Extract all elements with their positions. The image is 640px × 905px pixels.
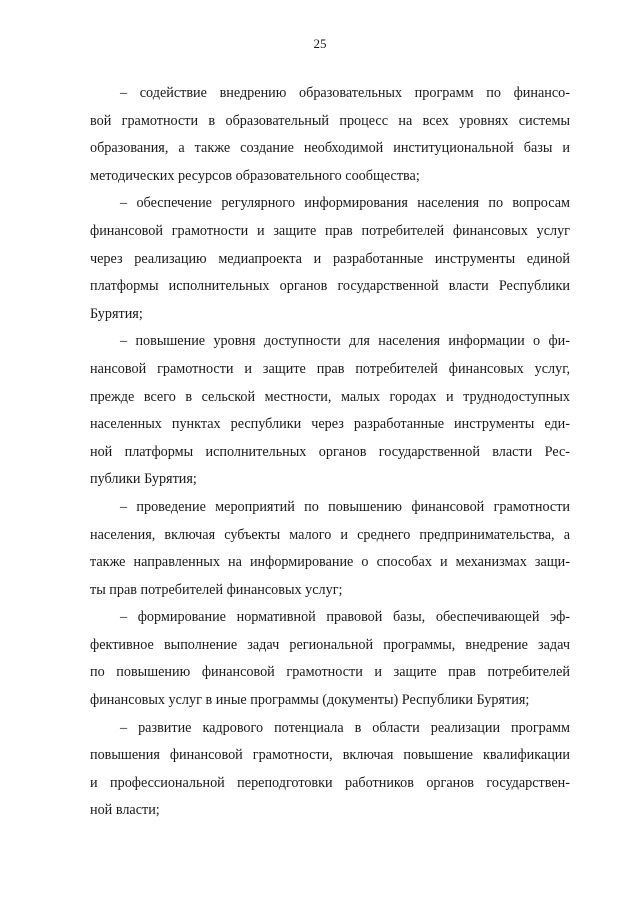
page-number: 25 [313, 36, 327, 51]
text-line: населенных пунктах республики через разработанные инструменты еди- [90, 416, 570, 433]
text-line: ной власти; [90, 802, 160, 819]
text-line: по повышению финансовой грамотности и защите прав потребителей [90, 664, 570, 681]
text-line: населения, включая субъекты малого и среднего предпринимательства, а [90, 526, 570, 543]
text-line: повышения финансовой грамотности, включая повышение квалификации [90, 747, 570, 764]
text-line: – содействие внедрению образовательных программ по финансо- [120, 85, 570, 101]
document-body [90, 80, 570, 825]
text-line: финансовой грамотности и защите прав потребителей финансовых услуг [90, 222, 570, 239]
text-line: финансовых услуг в иные программы (документы) Республики Бурятия; [90, 692, 530, 709]
text-line: нансовой грамотности и защите прав потребителей финансовых услуг, [90, 360, 570, 377]
paragraph-4 [90, 494, 570, 604]
text-line: образования, а также создание необходимой институциональной базы и [90, 140, 570, 157]
paragraph-5 [90, 604, 570, 714]
text-line: – повышение уровня доступности для населения информации о фи- [120, 333, 570, 350]
text-line: методических ресурсов образовательного сообщества; [90, 167, 420, 184]
text-line: ной платформы исполнительных органов государственной власти Рес- [90, 443, 570, 460]
paragraph-3 [90, 328, 570, 494]
text-line: – формирование нормативной правовой базы, обеспечивающей эф- [120, 609, 570, 626]
text-line: – проведение мероприятий по повышению финансовой грамотности [120, 498, 570, 515]
text-line: – обеспечение регулярного информирования населения по вопросам [120, 195, 570, 212]
text-line: и профессиональной переподготовки работников органов государствен- [90, 774, 570, 791]
text-line: платформы исполнительных органов государственной власти Республики [90, 278, 570, 295]
paragraph-6 [90, 715, 570, 825]
text-line: публики Бурятия; [90, 471, 197, 488]
text-line: через реализацию медиапроекта и разработанные инструменты единой [90, 250, 570, 267]
paragraph-2 [90, 190, 570, 328]
text-line: прежде всего в сельской местности, малых городах и труднодоступных [90, 388, 570, 405]
text-line: также направленных на информирование о способах и механизмах защи- [90, 554, 570, 571]
text-line: вой грамотности в образовательный процесс на всех уровнях системы [90, 112, 570, 129]
text-line: Бурятия; [90, 305, 143, 322]
text-line: – развитие кадрового потенциала в области реализации программ [120, 719, 570, 736]
paragraph-1 [90, 80, 570, 190]
text-line: ты прав потребителей финансовых услуг; [90, 581, 343, 598]
text-line: фективное выполнение задач региональной программы, внедрение задач [90, 636, 570, 653]
